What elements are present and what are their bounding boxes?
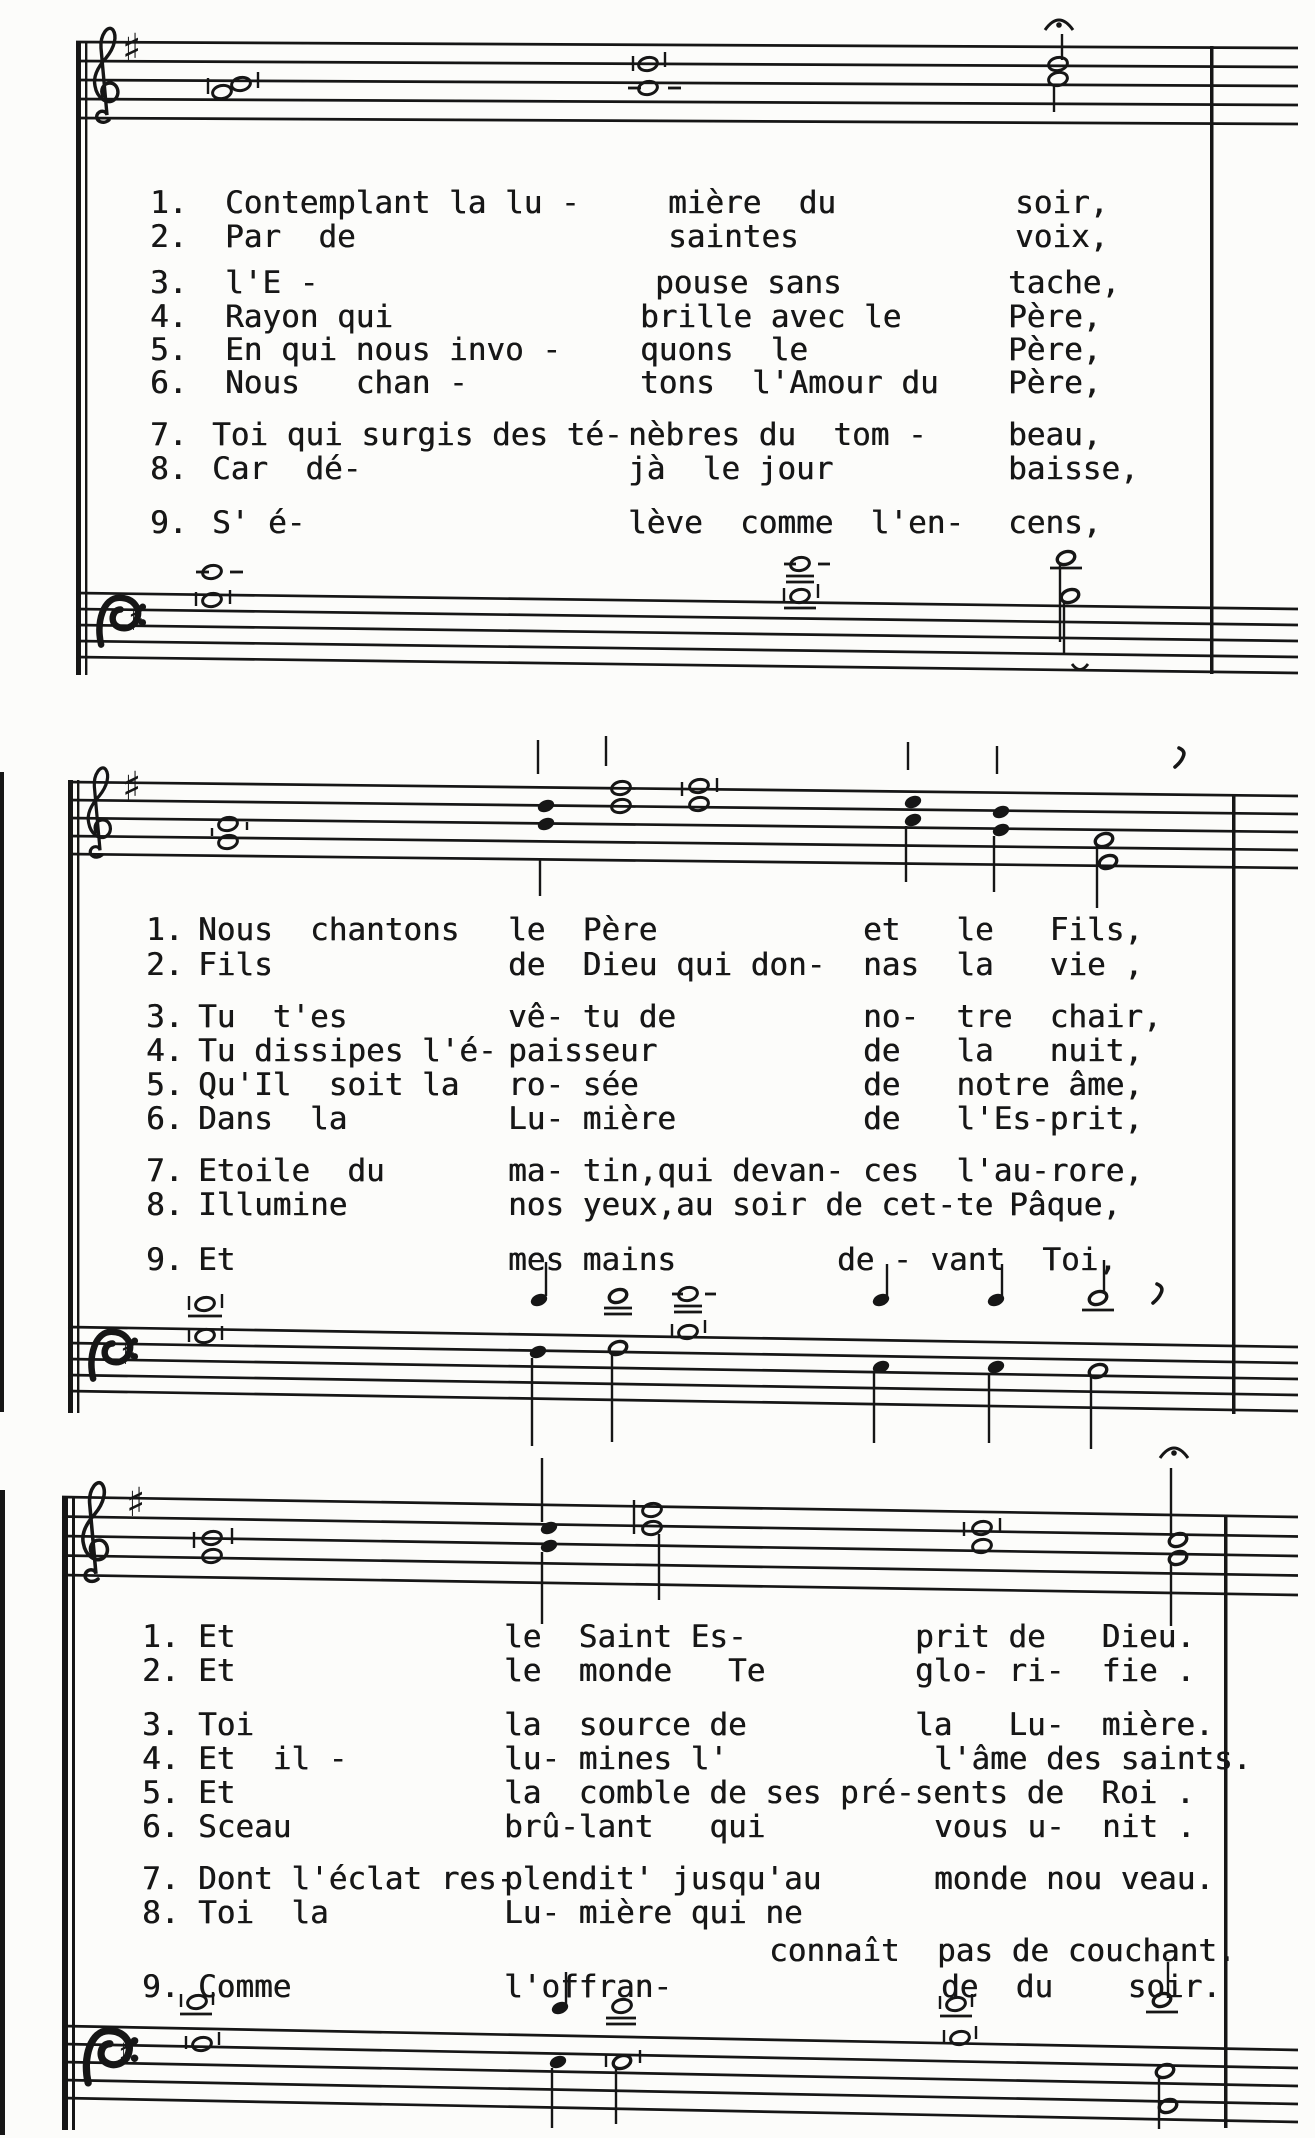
lyric-segment: baisse, — [1008, 451, 1139, 487]
lyric-segment: quons le — [640, 332, 808, 368]
lyric-segment: Père, — [1008, 299, 1102, 335]
lyric-segment: nèbres du tom - — [628, 417, 927, 453]
lyric-segment: Nous chantons — [198, 912, 460, 948]
quarter-note — [903, 793, 923, 810]
staff-line — [68, 800, 1298, 814]
staff-line — [62, 1497, 1298, 1517]
quarter-note — [528, 1343, 548, 1360]
lyric-segment: Lu- mière — [508, 1101, 676, 1137]
half-note — [1157, 2097, 1178, 2115]
lyric-segment: ro- sée — [508, 1067, 639, 1103]
half-note — [1097, 853, 1118, 871]
whole-note — [201, 1548, 222, 1565]
staff-line — [68, 1375, 1298, 1395]
lyric-segment: la source de — [504, 1707, 747, 1743]
system1-right-barline — [1210, 46, 1214, 674]
lyric-segment: pouse sans — [655, 265, 842, 301]
whole-note — [971, 1520, 992, 1537]
lyric-segment: Tu dissipes l'é- — [198, 1033, 497, 1069]
quarter-note — [903, 811, 923, 828]
whole-note — [641, 1502, 662, 1519]
lyric-segment: vous u- nit . — [934, 1809, 1196, 1845]
verse-number: 6. — [142, 1809, 180, 1845]
sharp-icon: ♯ — [122, 764, 142, 810]
lyric-segment: de Dieu qui don- — [508, 947, 826, 983]
lyric-segment: de du soir. — [941, 1969, 1221, 2005]
verse-number: 2. — [146, 947, 184, 983]
staff-line — [76, 118, 1298, 124]
lyric-segment: no- tre chair, — [863, 999, 1162, 1035]
lyric-segment: Par de — [225, 219, 356, 255]
lyric-segment: Et il - — [198, 1741, 348, 1777]
verse-number: 9. — [142, 1969, 180, 2005]
whole-note — [217, 834, 238, 851]
whole-note — [217, 816, 238, 833]
whole-note — [688, 778, 709, 795]
staff-line — [76, 593, 1298, 609]
staff-line — [62, 1517, 1298, 1537]
half-note — [1087, 1289, 1108, 1307]
lyric-segment: Toi la — [198, 1895, 329, 1931]
lyric-segment: brû-lant qui — [504, 1809, 766, 1845]
half-note — [1055, 549, 1076, 567]
verse-number: 2. — [142, 1653, 180, 1689]
staff-line — [62, 1536, 1298, 1556]
lyric-segment: jà le jour — [628, 451, 834, 487]
half-note — [607, 1287, 628, 1305]
lyric-segment: la Lu- mière. — [915, 1707, 1214, 1743]
verse-number: 7. — [146, 1153, 184, 1189]
verse-number: 1. — [146, 912, 184, 948]
quarter-note — [536, 797, 556, 814]
staff-line — [76, 625, 1298, 641]
lyric-segment: glo- ri- fie . — [915, 1653, 1195, 1689]
verse-number: 7. — [142, 1861, 180, 1897]
lyric-segment: prit de Dieu. — [915, 1619, 1195, 1655]
verse-number: 6. — [146, 1101, 184, 1137]
quarter-note — [991, 803, 1011, 820]
lyric-segment: Sceau — [198, 1809, 292, 1845]
verse-number: 8. — [150, 451, 188, 487]
system2-right-barline — [1232, 796, 1236, 1414]
system1-left-barline-inner — [85, 42, 87, 675]
lyric-segment: lève comme l'en- — [628, 505, 964, 541]
verse-number: 9. — [146, 1242, 184, 1278]
whole-note — [1047, 56, 1068, 73]
lyric-segment: Et — [198, 1653, 236, 1689]
verse-number: 6. — [150, 365, 188, 401]
staff-line — [76, 641, 1298, 657]
quarter-note — [991, 821, 1011, 838]
staff-line — [76, 99, 1298, 105]
whole-note — [641, 1520, 662, 1537]
staff-line — [76, 61, 1298, 67]
lyric-segment: de - vant Toi, — [837, 1242, 1117, 1278]
fermata-dot — [1056, 22, 1062, 28]
lyric-segment: Nous chan - — [225, 365, 468, 401]
lyric-segment: nos yeux,au soir de cet-te — [508, 1187, 994, 1223]
whole-note — [230, 76, 251, 93]
lyric-segment: vê- tu de — [508, 999, 676, 1035]
scan-edge-artifact — [0, 772, 4, 1412]
staff-line — [68, 1359, 1298, 1379]
lyric-segment: Rayon qui — [225, 299, 393, 335]
lyric-segment: lu- mines l' — [504, 1741, 728, 1777]
lyric-segment: Lu- mière qui ne — [504, 1895, 803, 1931]
lyric-segment: Contemplant la lu - — [225, 185, 580, 221]
lyric-segment: de la nuit, — [863, 1033, 1143, 1069]
lyric-segment: l'âme des saints. — [934, 1741, 1252, 1777]
lyric-segment: Comme — [198, 1969, 292, 2005]
lyric-segment: le monde Te — [504, 1653, 766, 1689]
lyric-segment: mière du — [668, 185, 836, 221]
verse-number: 1. — [142, 1619, 180, 1655]
lyric-segment: voix, — [1015, 219, 1109, 255]
lyric-segment: Dont l'éclat res- — [198, 1861, 516, 1897]
lyric-segment: beau, — [1008, 417, 1102, 453]
lyric-segment: le Père — [508, 912, 658, 948]
lyric-segment: la comble de ses pré-sents de Roi . — [504, 1775, 1195, 1811]
lyric-segment: Toi qui surgis des té- — [212, 417, 623, 453]
system3-left-barline — [62, 1497, 68, 2130]
lyric-segment: de l'Es-prit, — [863, 1101, 1143, 1137]
whole-note — [688, 796, 709, 813]
lyric-segment: Illumine — [198, 1187, 348, 1223]
lyric-segment: Et — [198, 1242, 236, 1278]
system3-treble-staff — [62, 1448, 1298, 1626]
sharp-icon: ♯ — [126, 1480, 146, 1526]
lyric-segment: cens, — [1008, 505, 1102, 541]
half-note — [607, 1339, 628, 1357]
sharp-icon: ♯ — [120, 1333, 137, 1373]
breath-mark-icon — [1072, 664, 1088, 670]
lyric-segment: l'E - — [225, 265, 319, 301]
lyric-segment: saintes — [668, 219, 799, 255]
lyric-segment: Etoile du — [198, 1153, 385, 1189]
sharp-icon: ♯ — [118, 2033, 135, 2073]
scan-edge-artifact — [0, 1490, 5, 2135]
lyric-segment: et le Fils, — [863, 912, 1143, 948]
system2-bass-staff — [68, 1260, 1298, 1449]
breath-comma-icon — [1175, 748, 1184, 767]
staff-line — [68, 818, 1298, 832]
lyric-segment: Père, — [1008, 365, 1102, 401]
system3-right-barline — [1224, 1517, 1228, 2128]
staff-line — [68, 1343, 1298, 1363]
quarter-note — [536, 815, 556, 832]
lyric-segment: le Saint Es- — [504, 1619, 747, 1655]
verse-number: 9. — [150, 505, 188, 541]
lyric-segment: ma- tin,qui devan- — [508, 1153, 844, 1189]
lyric-segment: Père, — [1008, 332, 1102, 368]
lyric-segment: Pâque, — [1009, 1187, 1121, 1223]
lyric-segment: mes mains — [508, 1242, 676, 1278]
verse-number: 8. — [146, 1187, 184, 1223]
lyric-segment: ces l'au-rore, — [863, 1153, 1143, 1189]
lyric-segment: Fils — [198, 947, 273, 983]
staff-line — [68, 1391, 1298, 1411]
verse-number: 1. — [150, 185, 188, 221]
lyric-segment: Et — [198, 1619, 236, 1655]
verse-number: 7. — [150, 417, 188, 453]
verse-number: 5. — [146, 1067, 184, 1103]
verse-number: 4. — [150, 299, 188, 335]
lyric-segment: nas la vie , — [863, 947, 1143, 983]
lyric-segment: Qu'Il soit la — [198, 1067, 460, 1103]
quarter-note — [548, 2053, 568, 2070]
lyric-segment: de notre âme, — [863, 1067, 1143, 1103]
verse-number: 3. — [150, 265, 188, 301]
lyric-segment: plendit' jusqu'au — [504, 1861, 822, 1897]
verse-number: 5. — [142, 1775, 180, 1811]
system1-treble-staff — [76, 20, 1298, 124]
sharp-icon: ♯ — [122, 26, 142, 72]
lyric-segment: En qui nous invo - — [225, 332, 561, 368]
lyric-segment: monde nou veau. — [934, 1861, 1214, 1897]
system3-left-barline-inner — [72, 1497, 75, 2130]
staff-line — [62, 1575, 1298, 1595]
system1-bass-staff — [76, 549, 1298, 673]
verse-number: 3. — [146, 999, 184, 1035]
whole-note — [194, 1296, 215, 1313]
lyric-segment: connaît pas de couchant. — [769, 1933, 1236, 1969]
half-note — [1059, 587, 1080, 605]
verse-number: 3. — [142, 1707, 180, 1743]
system2-treble-staff — [68, 736, 1298, 908]
lyric-segment: tons l'Amour du — [640, 365, 939, 401]
lyric-segment: soir, — [1015, 185, 1109, 221]
lyric-segment: Tu t'es — [198, 999, 348, 1035]
verse-number: 5. — [150, 332, 188, 368]
whole-note — [211, 84, 232, 101]
staff-line — [62, 1556, 1298, 1576]
lyric-segment: brille avec le — [640, 299, 902, 335]
verse-number: 2. — [150, 219, 188, 255]
lyric-segment: Toi — [198, 1707, 254, 1743]
quarter-note — [539, 1519, 559, 1536]
breath-comma-icon — [1153, 1284, 1162, 1303]
verse-number: 8. — [142, 1895, 180, 1931]
lyric-segment: S' é- — [212, 505, 306, 541]
lyric-segment: Et — [198, 1775, 236, 1811]
lyric-segment: l'offran- — [504, 1969, 672, 2005]
quarter-note — [539, 1537, 559, 1554]
system2-left-barline — [68, 780, 73, 1413]
staff-line — [76, 42, 1298, 48]
lyric-segment: paisseur — [508, 1033, 658, 1069]
staff-line — [76, 609, 1298, 625]
fermata-dot — [1171, 1450, 1177, 1456]
verse-number: 4. — [146, 1033, 184, 1069]
staff-line — [76, 80, 1298, 86]
whole-note — [191, 2036, 212, 2053]
system1-left-barline — [76, 42, 81, 675]
lyric-segment: Dans la — [198, 1101, 348, 1137]
verse-number: 4. — [142, 1741, 180, 1777]
lyric-segment: tache, — [1008, 265, 1120, 301]
lyric-segment: Car dé- — [212, 451, 362, 487]
system2-left-barline-inner — [77, 780, 79, 1413]
staff-line — [76, 657, 1298, 673]
sharp-icon: ♯ — [128, 599, 145, 639]
